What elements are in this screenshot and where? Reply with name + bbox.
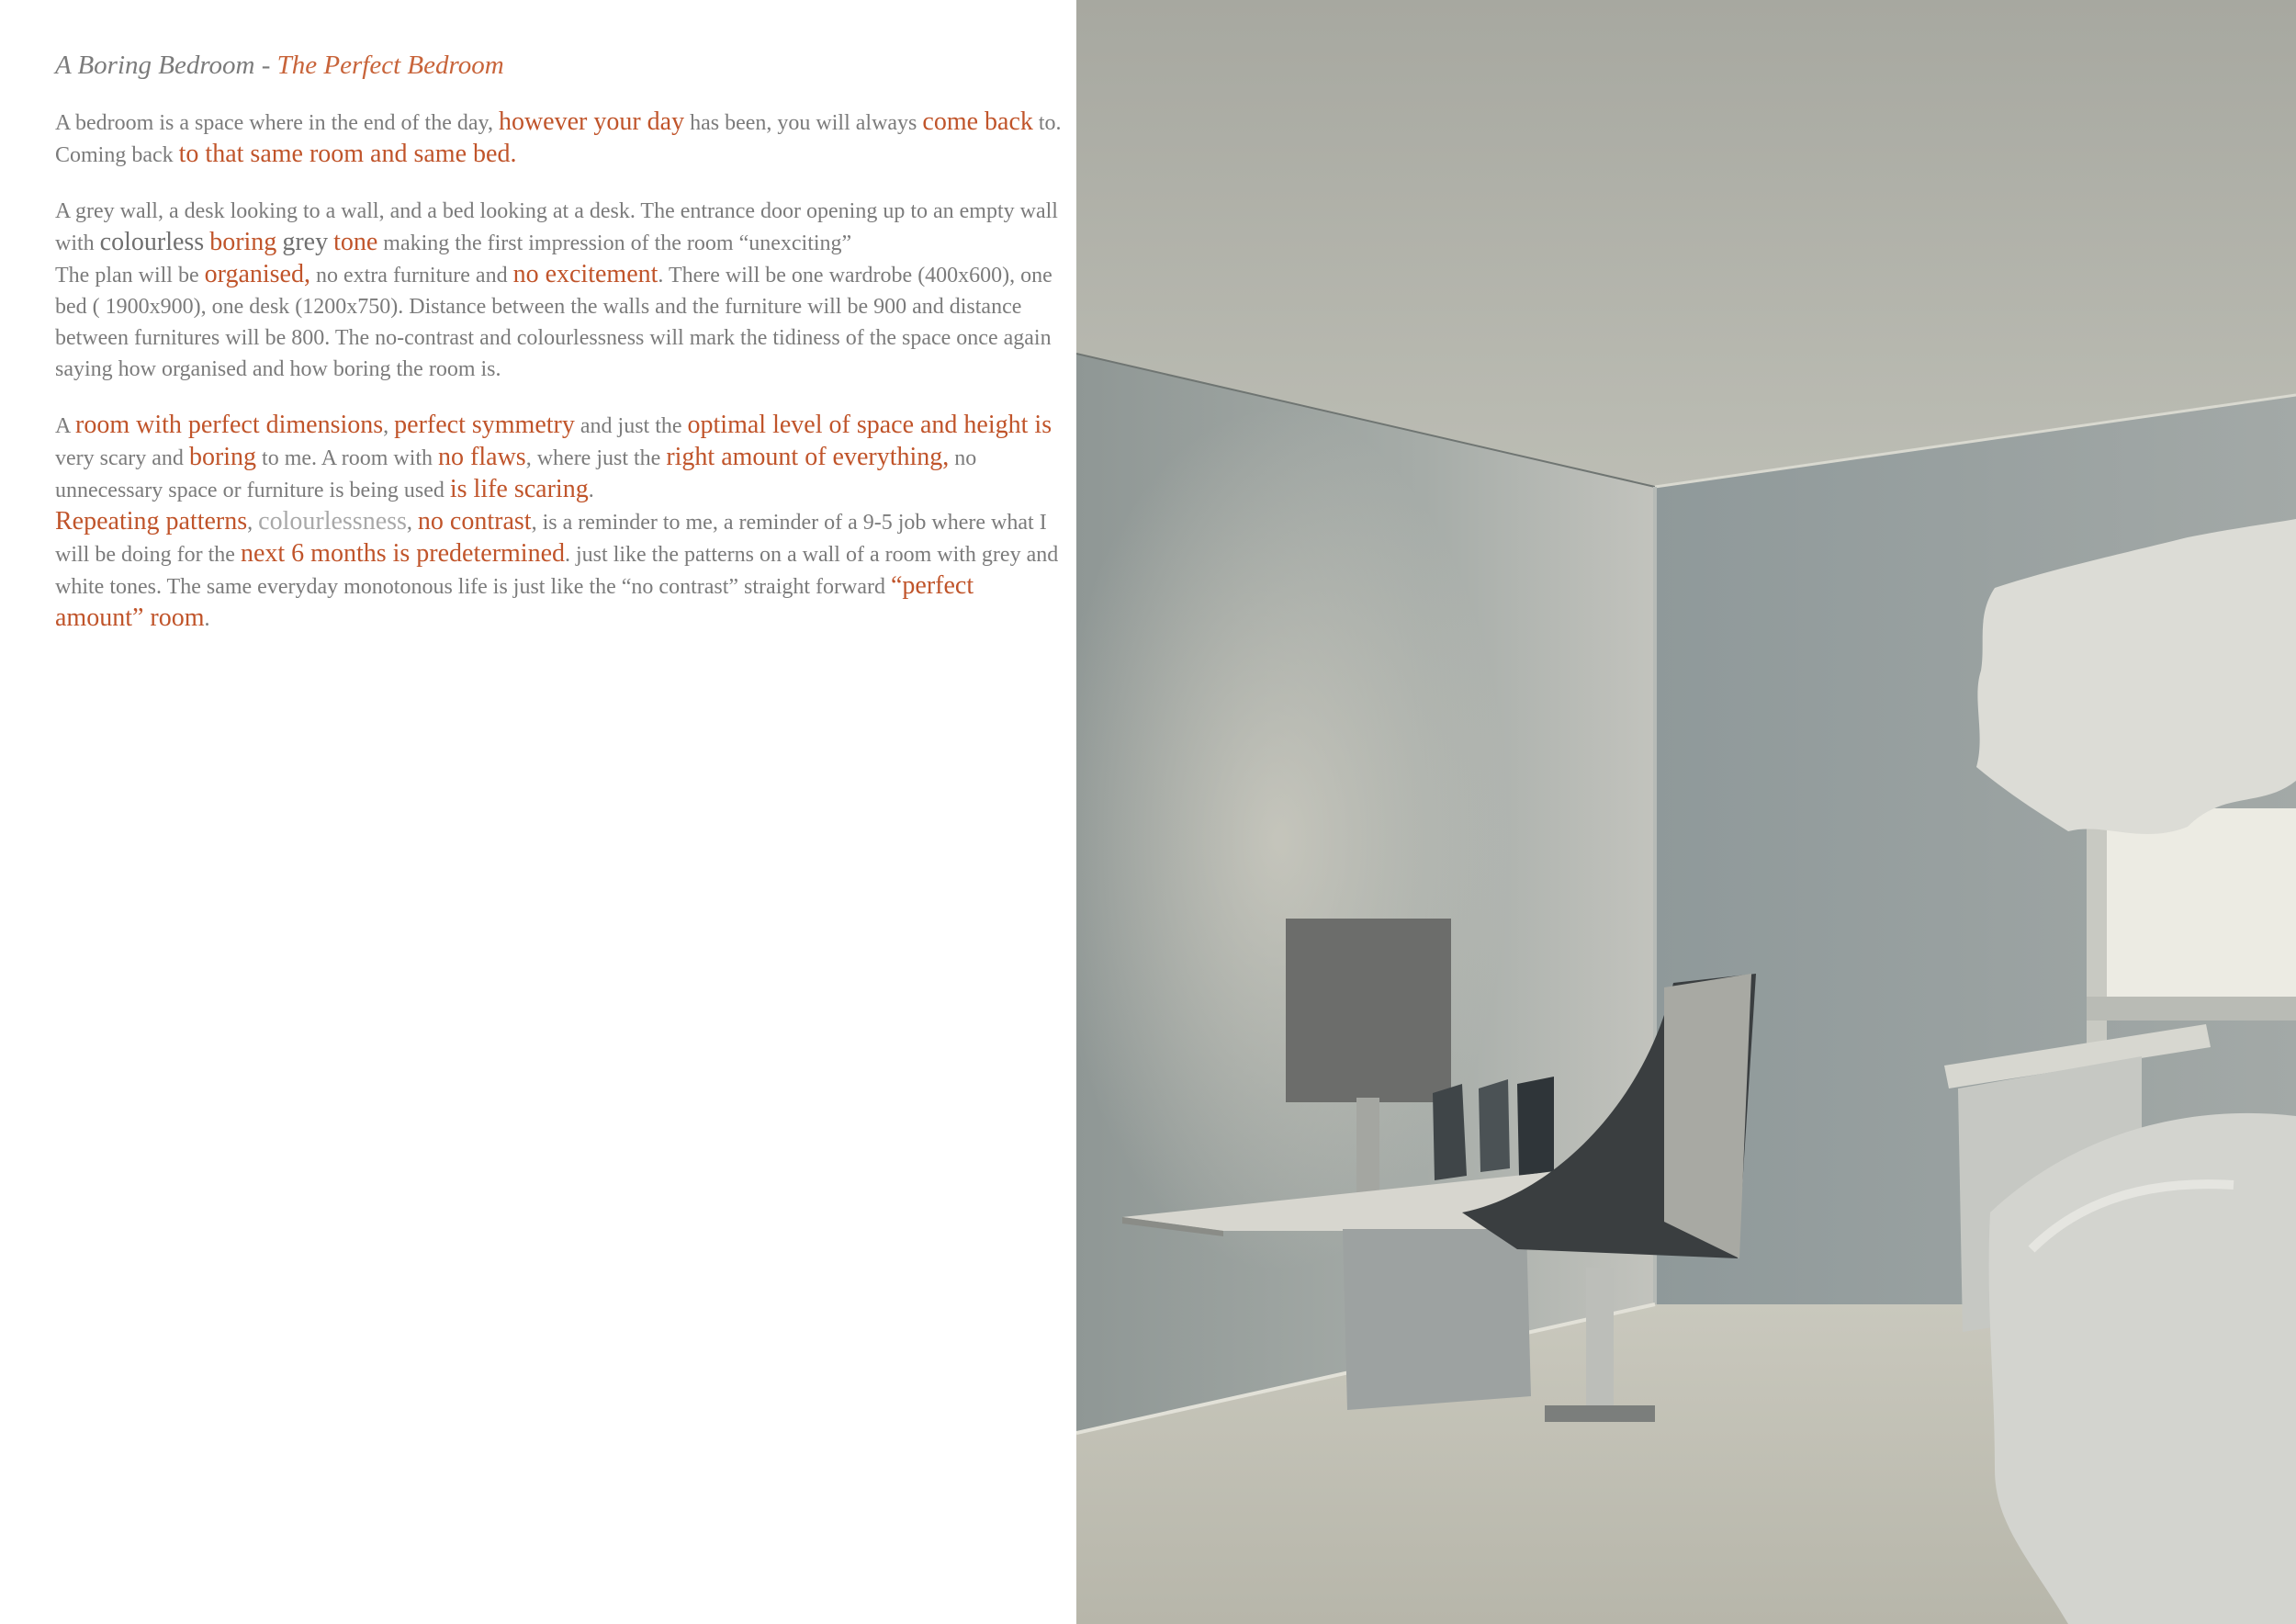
text-run: making the first impression of the room “unexciting” — [377, 231, 852, 255]
text-run: . just like the patterns on a wall of a room with grey and white tones. The same everyday monotonous life is just like the “no contrast” straight forward — [55, 543, 1059, 599]
paragraph-intro — [55, 107, 1065, 171]
highlight-text: no flaws — [438, 443, 526, 471]
highlight-text: Repeating patterns — [55, 507, 248, 536]
highlight-text: to that same room and same bed. — [178, 140, 517, 168]
text-run: , — [247, 511, 259, 535]
paragraph-reflection — [55, 410, 1065, 635]
title-right: The Perfect Bedroom — [276, 51, 504, 80]
highlight-text: is life scaring — [449, 475, 589, 503]
bedroom-model-photo — [1076, 0, 2296, 1624]
highlight-text: right amount of everything, — [666, 443, 950, 471]
text-run: , — [383, 414, 395, 438]
text-run: , — [406, 511, 418, 535]
text-run: The plan will be — [55, 264, 205, 288]
highlight-text: organised, — [204, 260, 310, 288]
text-column — [55, 44, 1065, 635]
text-run: A grey wall, a desk looking to a wall, and a bed looking at a desk. The entrance door opening up to an empty wall with — [55, 199, 1058, 255]
text-run: has been, you will always — [684, 111, 923, 135]
text-run: and just the — [574, 414, 688, 438]
text-run: , where just the — [525, 446, 667, 470]
text-run: A — [55, 414, 76, 438]
text-run: . There will be one wardrobe (400x600), one bed ( 1900x900), one desk (1200x750). Distance between the walls and the furniture will be 900 and distance between furnitures will be 800. The no-contrast and colourlessness will mark the tidiness of the space once again saying how organised and how boring the room is. — [55, 264, 1052, 381]
highlight-text: room with perfect dimensions — [75, 411, 384, 439]
text-run: to me. A room with — [256, 446, 439, 470]
text-run: no unnecessary space or furniture is being used — [55, 446, 977, 502]
bedroom-model-illustration — [1076, 0, 2296, 1624]
highlight-text: boring — [209, 228, 277, 256]
text-run: , is a reminder to me, a reminder of a 9-5 job where what I will be doing for the — [55, 511, 1047, 567]
text-run: no extra furniture and — [310, 264, 513, 288]
highlight-text: boring — [188, 443, 257, 471]
title-left: A Boring Bedroom — [55, 51, 255, 80]
text-run: very scary and — [55, 446, 189, 470]
highlight-text: optimal level of space and height is — [687, 411, 1052, 439]
highlight-text: tone — [333, 228, 378, 256]
text-run: A bedroom is a space where in the end of the day, — [55, 111, 499, 135]
grey-emphasis-text: colourless — [99, 228, 205, 256]
highlight-text: no contrast — [417, 507, 532, 536]
highlight-text: next 6 months is predetermined — [240, 539, 566, 568]
highlight-text: come back — [922, 107, 1033, 136]
highlight-text: “perfect amount” room — [55, 571, 974, 632]
paragraph-description — [55, 196, 1065, 385]
text-run: . — [204, 607, 210, 631]
highlight-text: no excitement — [512, 260, 658, 288]
page-title — [55, 44, 1065, 86]
highlight-text: however your day — [498, 107, 685, 136]
highlight-text: perfect symmetry — [394, 411, 575, 439]
text-run: . — [588, 479, 594, 502]
title-separator: - — [254, 51, 277, 80]
text-run: to. Coming back — [55, 111, 1062, 167]
grey-emphasis-text: grey — [282, 228, 329, 256]
pale-text: colourlessness — [258, 507, 407, 536]
